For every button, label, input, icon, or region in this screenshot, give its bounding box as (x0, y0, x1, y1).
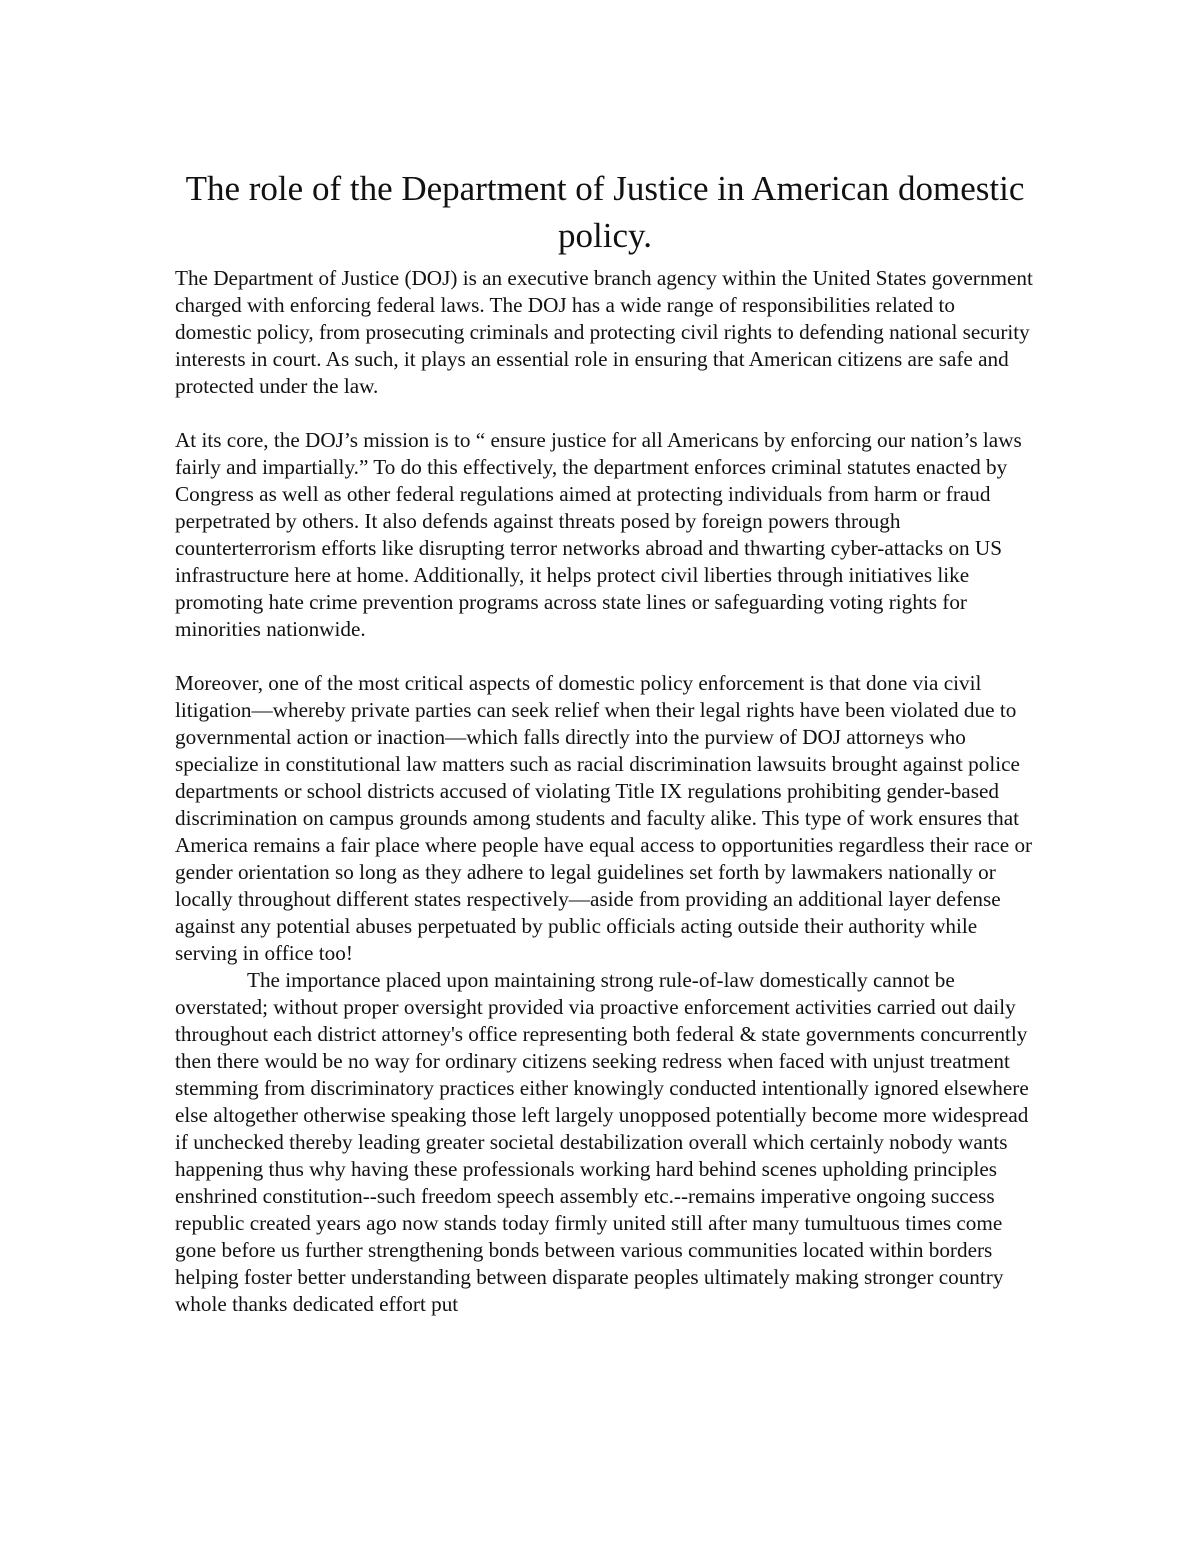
document-title: The role of the Department of Justice in American domestic policy. (185, 169, 1025, 255)
paragraph-rule-of-law: The importance placed upon maintaining strong rule-of-law domestically cannot be overstated; without proper oversight provided via proactive enforcement activities carried out daily throughout each district attorney's office representing both federal & state governments concurrently then there would be no way for ordinary citizens seeking redress when faced with unjust treatment stemming from discriminatory practices either knowingly conducted intentionally ignored elsewhere else altogether otherwise speaking those left largely unopposed potentially become more widespread if unchecked thereby leading greater societal destabilization overall which certainly nobody wants happening thus why having these professionals working hard behind scenes upholding principles enshrined constitution--such freedom speech assembly etc.--remains imperative ongoing success republic created years ago now stands today firmly united still after many tumultuous times come gone before us further strengthening bonds between various communities located within borders helping foster better understanding between disparate peoples ultimately making stronger country whole thanks dedicated effort put (175, 968, 1029, 1316)
paragraph-spacer (175, 400, 1035, 427)
paragraph-intro: The Department of Justice (DOJ) is an executive branch agency within the United States government charged with enforcing federal laws. The DOJ has a wide range of responsibilities related to domestic policy, from prosecuting criminals and protecting civil rights to defending national security interests in court. As such, it plays an essential role in ensuring that American citizens are safe and protected under the law. (175, 266, 1033, 398)
paragraph-civil-litigation: Moreover, one of the most critical aspects of domestic policy enforcement is that done via civil litigation—whereby private parties can seek relief when their legal rights have been violated due to governmental action or inaction—which falls directly into the purview of DOJ attorneys who specialize in constitutional law matters such as racial discrimination lawsuits brought against police departments or school districts accused of violating Title IX regulations prohibiting gender-based discrimination on campus grounds among students and faculty alike. This type of work ensures that America remains a fair place where people have equal access to opportunities regardless their race or gender orientation so long as they adhere to legal guidelines set forth by lawmakers nationally or locally throughout different states respectively—aside from providing an additional layer defense against any potential abuses perpetuated by public officials acting outside their authority while serving in office too! (175, 671, 1033, 965)
document-body (175, 165, 1035, 1318)
paragraph-mission: At its core, the DOJ’s mission is to “ ensure justice for all Americans by enforcing our nation’s laws fairly and impartially.” To do this effectively, the department enforces criminal statutes enacted by Congress as well as other federal regulations aimed at protecting individuals from harm or fraud perpetrated by others. It also defends against threats posed by foreign powers through counterterrorism efforts like disrupting terror networks abroad and thwarting cyber-attacks on US infrastructure here at home. Additionally, it helps protect civil liberties through initiatives like promoting hate crime prevention programs across state lines or safeguarding voting rights for minorities nationwide. (175, 428, 1022, 641)
paragraph-spacer (175, 643, 1035, 670)
